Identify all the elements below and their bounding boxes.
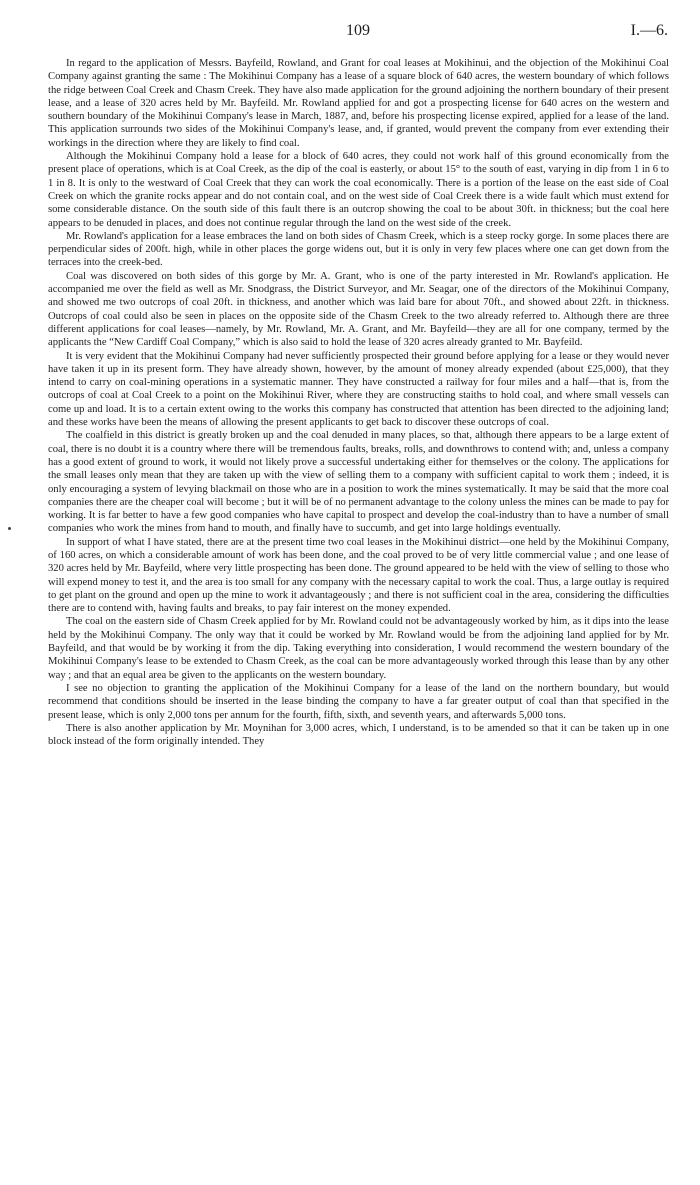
paragraph-8: The coal on the eastern side of Chasm Creek applied for by Mr. Rowland could not be advantageously worked by him, as it dips into the lease held by the Mokihinui Company. The only way that it could be worked by Mr. Rowland would be from the adjoining land applied for by Mr. Bayfeild, and that would be by working it from the dip. Taking everything into consideration, I would recommend the western boundary of the Mokihinui Company's lease to be extended to Chasm Creek, as the coal can be more advantageously worked through this lease than by any other way ; and that an equal area be given to the applicants on the western boundary. xyxy=(48,616,669,681)
paragraph-7: In support of what I have stated, there are at the present time two coal leases in the Mokihinui district—one held by the Mokihinui Company, of 160 acres, on which a considerable amount of work has been done, and the coal proved to be of very little commercial value ; and one lease of 320 acres held by Mr. Bayfeild, where very little prospecting has been done. The ground appeared to be held with the view of selling to those who will expend money to test it, and the area is too small for any company with the necessary capital to work the coal. Thus, a large outlay is required to get plant on the ground and open up the mine to work it advantageously ; and there is not sufficient coal in the area, considering the difficulties there are to contend with, having faults and breaks, to pay fair interest on the money expended. xyxy=(48,536,669,615)
paragraph-3: Mr. Rowland's application for a lease embraces the land on both sides of Chasm Creek, which is a steep rocky gorge. In some places there are perpendicular sides of 200ft. high, while in other places the gorge widens out, but it is only in very few places where one can get down from the terraces into the creek-bed. xyxy=(48,230,669,269)
paragraph-10: There is also another application by Mr. Moynihan for 3,000 acres, which, I understand, is to be amended so that it can be taken up in one block instead of the form originally intended. They xyxy=(48,722,669,748)
page-number: 109 xyxy=(346,22,370,39)
paragraph-1: In regard to the application of Messrs. Bayfeild, Rowland, and Grant for coal leases at Mokihinui, and the objection of the Mokihinui Coal Company against granting the same : The Mokihinui Company has a lease of a square block of 640 acres, the western boundary of which follows the ridge between Coal Creek and Chasm Creek. They have also made application for the ground adjoining the northern boundary of their present lease, and a lease of 320 acres held by Mr. Bayfeild. Mr. Rowland applied for and got a prospecting license for 640 acres on the western and southern boundary of the Mokihinui Company's lease in March, 1887, and, before his prospecting license expired, applied for a lease of the land. This application surrounds two sides of the Mokihinui Company's lease, and, if granted, would prevent the company from ever extending their workings in the direction where they are likely to find coal. xyxy=(48,58,669,149)
paragraph-9: I see no objection to granting the application of the Mokihinui Company for a lease of the land on the northern boundary, but would recommend that conditions should be inserted in the lease binding the company to have a far greater output of coal than that specified in the present lease, which is only 2,000 tons per annum for the fourth, fifth, sixth, and seventh years, and afterwards 5,000 tons. xyxy=(48,682,669,721)
margin-mark xyxy=(8,527,11,530)
page-header xyxy=(48,22,668,48)
paragraph-6: The coalfield in this district is greatly broken up and the coal denuded in many places, so that, although there appears to be a large extent of coal, there is no doubt it is a country where there will be tremendous faults, breaks, rolls, and downthrows to contend with; and, unless a company has a good extent of ground to work, it would not likely prove a successful undertaking either for themselves or the colony. The applications for the small leases only mean that they are taken up with the view of selling them to a company with sufficient capital to work them ; indeed, it is only encouraging a system of levying blackmail on those who are in a position to work the mines systematically. It may be said that the more coal companies there are the cheaper coal will become ; but it will be of no permanent advantage to the colony unless the mines can be made to pay for working. It is far better to have a few good companies who have capital to prospect and develop the coal-industry than to have a number of small companies who work the mines from hand to mouth, and finally have to succumb, and get into large holdings eventually. xyxy=(48,430,669,535)
document-reference: I.—6. xyxy=(630,22,668,39)
paragraph-2: Although the Mokihinui Company hold a lease for a block of 640 acres, they could not work half of this ground economically from the present place of operations, which is at Coal Creek, as the dip of the coal is easterly, or about 15° to the south of east, varying in dip from 1 in 6 to 1 in 8. It is only to the westward of Coal Creek that they can work the coal economically. There is a portion of the lease on the east side of Coal Creek on which the granite rocks appear and do not contain coal, and on the west side of Coal Creek there is a wide fault which must extend for some considerable distance. On the south side of this fault there is an outcrop showing the coal to be about 30ft. in thickness; but the coal here appears to be denuded in places, and does not continue regular through the land on the west side of the creek. xyxy=(48,151,669,229)
paragraph-5: It is very evident that the Mokihinui Company had never sufficiently prospected their ground before applying for a lease or they would never have taken it up in its present form. They have already shown, however, by the amount of money already expended (about £25,000), that they intend to carry on coal-mining operations in a systematic manner. They have constructed a railway for four miles and a half—that is, from the outcrops of coal at Coal Creek to a point on the Mokihinui River, where they are constructing staiths to hold coal, and where small vessels can come up and load. It is to a certain extent owing to the works this company has constructed that attention has been directed to the adjoining land; and these works have been the means of allowing the present applicants to get back to discover these outcrops of coal. xyxy=(48,350,669,429)
body-text xyxy=(48,57,669,748)
paragraph-4: Coal was discovered on both sides of this gorge by Mr. A. Grant, who is one of the party interested in Mr. Rowland's application. He accompanied me over the field as well as Mr. Snodgrass, the District Surveyor, and Mr. Seagar, one of the directors of the Mokihinui Company, and showed me two outcrops of coal 20ft. in thickness, and another which was laid bare for about 70ft., and showed about 22ft. in thickness. Outcrops of coal could also be seen in places on the opposite side of the Chasm Creek to the two already referred to. Although there are three different applications for coal leases—namely, by Mr. Rowland, Mr. A. Grant, and Mr. Bayfeild—they are all for one company, termed by the applicants the “New Cardiff Coal Company,” which is also said to hold the lease of 320 acres already granted to Mr. Bayfeild. xyxy=(48,270,669,349)
